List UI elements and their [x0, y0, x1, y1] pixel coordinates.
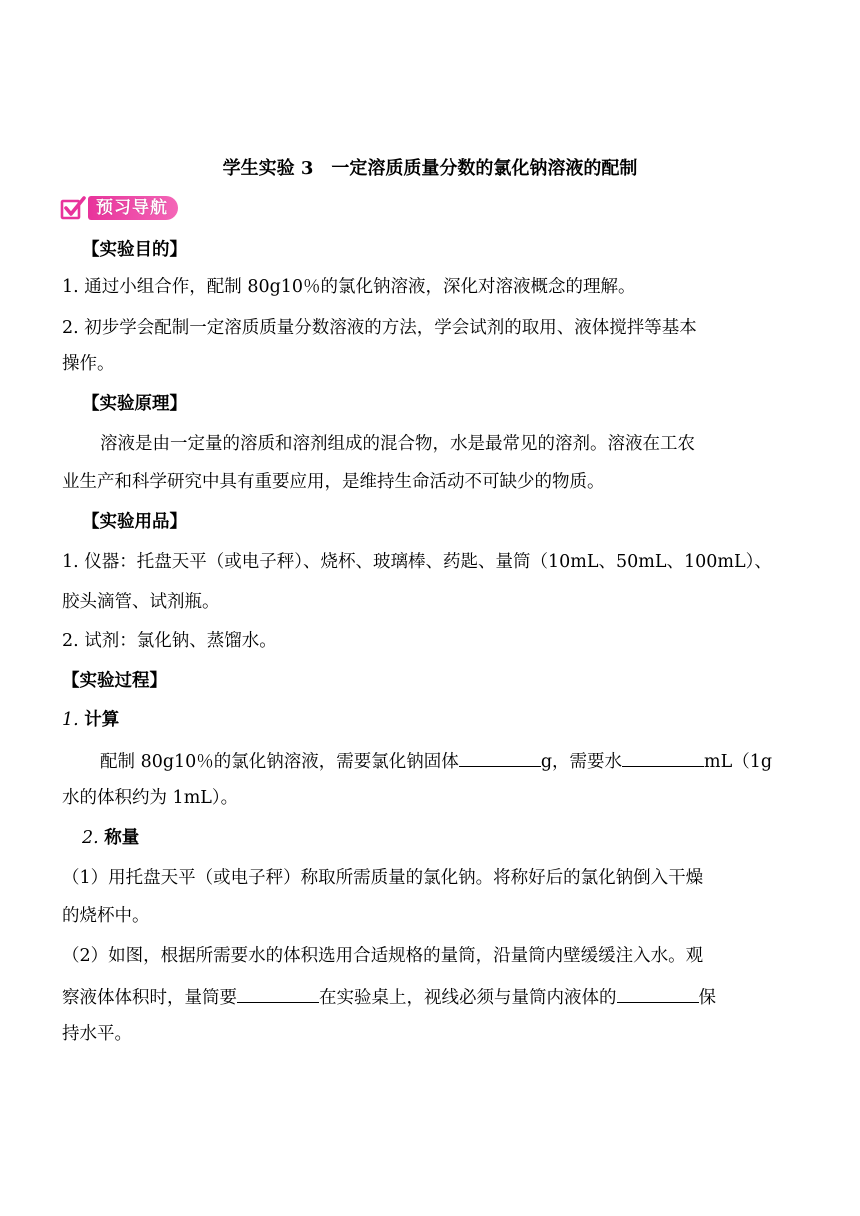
- step-2-text-b: 在实验桌上，视线必须与量筒内液体的: [319, 988, 617, 1008]
- liquid-level-blank[interactable]: [617, 984, 699, 1003]
- step-1-label: 计算: [84, 710, 120, 730]
- step-2-text-a: 察液体体积时，量筒要: [62, 988, 237, 1008]
- materials-line-3: 2. 试剂：氯化钠、蒸馏水。: [62, 631, 277, 651]
- process-heading: 【实验过程】: [62, 671, 167, 691]
- step-2-text-c: 保: [698, 988, 716, 1008]
- principle-line-2: 业生产和科学研究中具有重要应用，是维持生命活动不可缺少的物质。: [62, 472, 605, 492]
- step-1-text-c: mL（1g: [704, 752, 773, 772]
- step-1-line-1: [100, 748, 772, 774]
- step-2-label: 称量: [104, 828, 140, 848]
- step-2-para-2-line-2: [62, 984, 716, 1010]
- step-2-para-1-line-1: （1）用托盘天平（或电子秤）称取所需质量的氯化钠。将称好后的氯化钠倒入干燥: [62, 868, 704, 888]
- materials-line-2: 胶头滴管、试剂瓶。: [62, 592, 220, 612]
- step-2-para-2-line-1: （2）如图，根据所需要水的体积选用合适规格的量筒，沿量筒内壁缓缓注入水。观: [62, 946, 704, 966]
- principle-line-1: 溶液是由一定量的溶质和溶剂组成的混合物，水是最常见的溶剂。溶液在工农: [100, 434, 695, 454]
- step-2-number: 2.: [82, 828, 99, 848]
- page-title: 学生实验 3 一定溶质质量分数的氯化钠溶液的配制: [222, 158, 638, 179]
- step-1-number: 1.: [62, 710, 79, 730]
- checkbox-check-icon: [60, 195, 86, 221]
- cylinder-placement-blank[interactable]: [237, 984, 319, 1003]
- step-1-line-2: 水的体积约为 1mL）。: [62, 788, 239, 808]
- purpose-item-1: 1. 通过小组合作，配制 80g10％的氯化钠溶液，深化对溶液概念的理解。: [62, 277, 636, 297]
- step-1-text-b: g，需要水: [540, 752, 623, 772]
- principle-heading: 【实验原理】: [82, 394, 187, 414]
- sodium-chloride-mass-blank[interactable]: [459, 748, 541, 767]
- water-volume-blank[interactable]: [622, 748, 704, 767]
- step-1-heading: [62, 708, 119, 732]
- preview-guide-badge: [60, 193, 178, 223]
- step-2-para-1-line-2: 的烧杯中。: [62, 906, 150, 926]
- preview-guide-label: 预习导航: [88, 196, 178, 220]
- step-1-text-a: 配制 80g10％的氯化钠溶液，需要氯化钠固体: [100, 752, 459, 772]
- materials-line-1: 1. 仪器：托盘天平（或电子秤）、烧杯、玻璃棒、药匙、量筒（10mL、50mL、100mL）、: [62, 552, 772, 572]
- step-2-para-2-line-3: 持水平。: [62, 1024, 132, 1044]
- purpose-item-2: 2. 初步学会配制一定溶质质量分数溶液的方法，学会试剂的取用、液体搅拌等基本: [62, 318, 697, 338]
- purpose-heading: 【实验目的】: [82, 240, 187, 260]
- step-2-heading: [82, 826, 139, 850]
- materials-heading: 【实验用品】: [82, 512, 187, 532]
- purpose-item-2-cont: 操作。: [62, 354, 115, 374]
